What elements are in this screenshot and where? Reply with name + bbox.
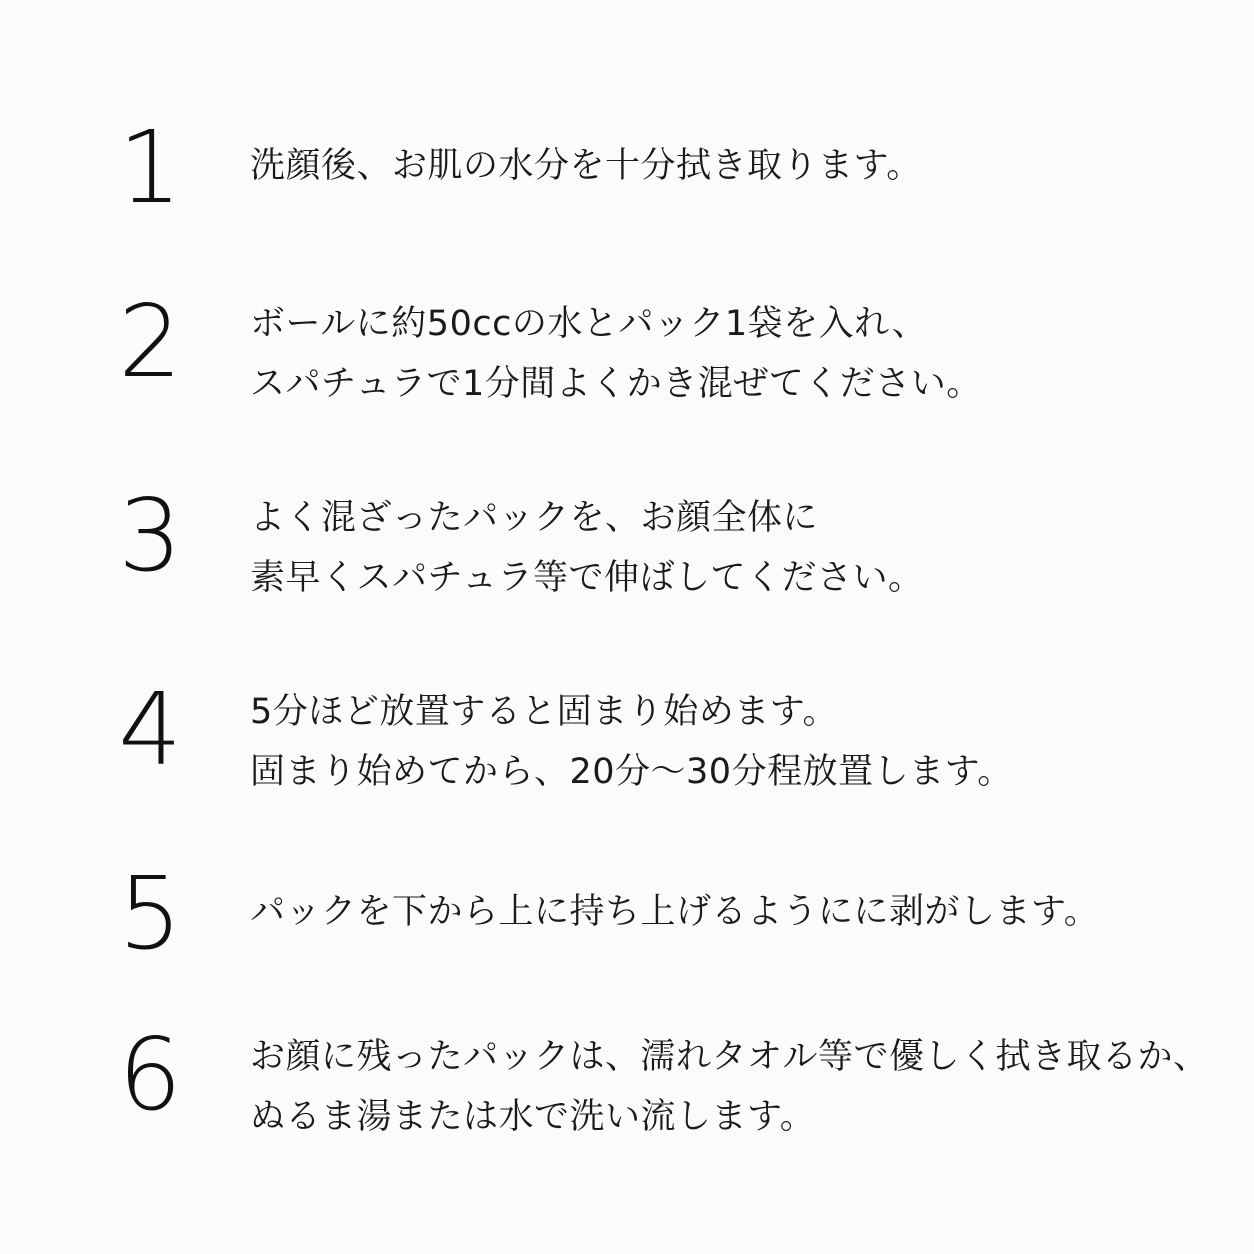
step-number: 2 (118, 283, 182, 400)
step-text (250, 488, 923, 608)
step-number: 3 (118, 477, 182, 594)
step-number: 4 (118, 671, 182, 788)
step-line: 素早くスパチュラ等で伸ばしてください。 (250, 558, 924, 598)
step-line: 5分ほど放置すると固まり始めます。 (250, 692, 838, 732)
step-text (250, 1027, 1209, 1147)
step-text (250, 882, 1099, 942)
step-line: ぬるま湯または水で洗い流します。 (250, 1097, 816, 1137)
step-line: パックを下から上に持ち上げるようにに剥がします。 (250, 892, 1100, 932)
step-line: よく混ざったパックを、お顔全体に (250, 498, 819, 538)
step-line: お顔に残ったパックは、濡れタオル等で優しく拭き取るか、 (250, 1037, 1209, 1077)
step-line: スパチュラで1分間よくかき混ぜてください。 (250, 364, 982, 404)
step-text (250, 682, 1013, 802)
step-line: 固まり始めてから、20分～30分程放置します。 (250, 752, 1013, 792)
step-number: 1 (118, 109, 182, 226)
step-number: 5 (118, 855, 182, 972)
step-line: 洗顔後、お肌の水分を十分拭き取ります。 (250, 146, 922, 186)
step-number: 6 (118, 1016, 182, 1133)
step-text (250, 294, 982, 414)
step-text (250, 136, 922, 196)
step-line: ボールに約50ccの水とパック1袋を入れ、 (250, 304, 928, 344)
